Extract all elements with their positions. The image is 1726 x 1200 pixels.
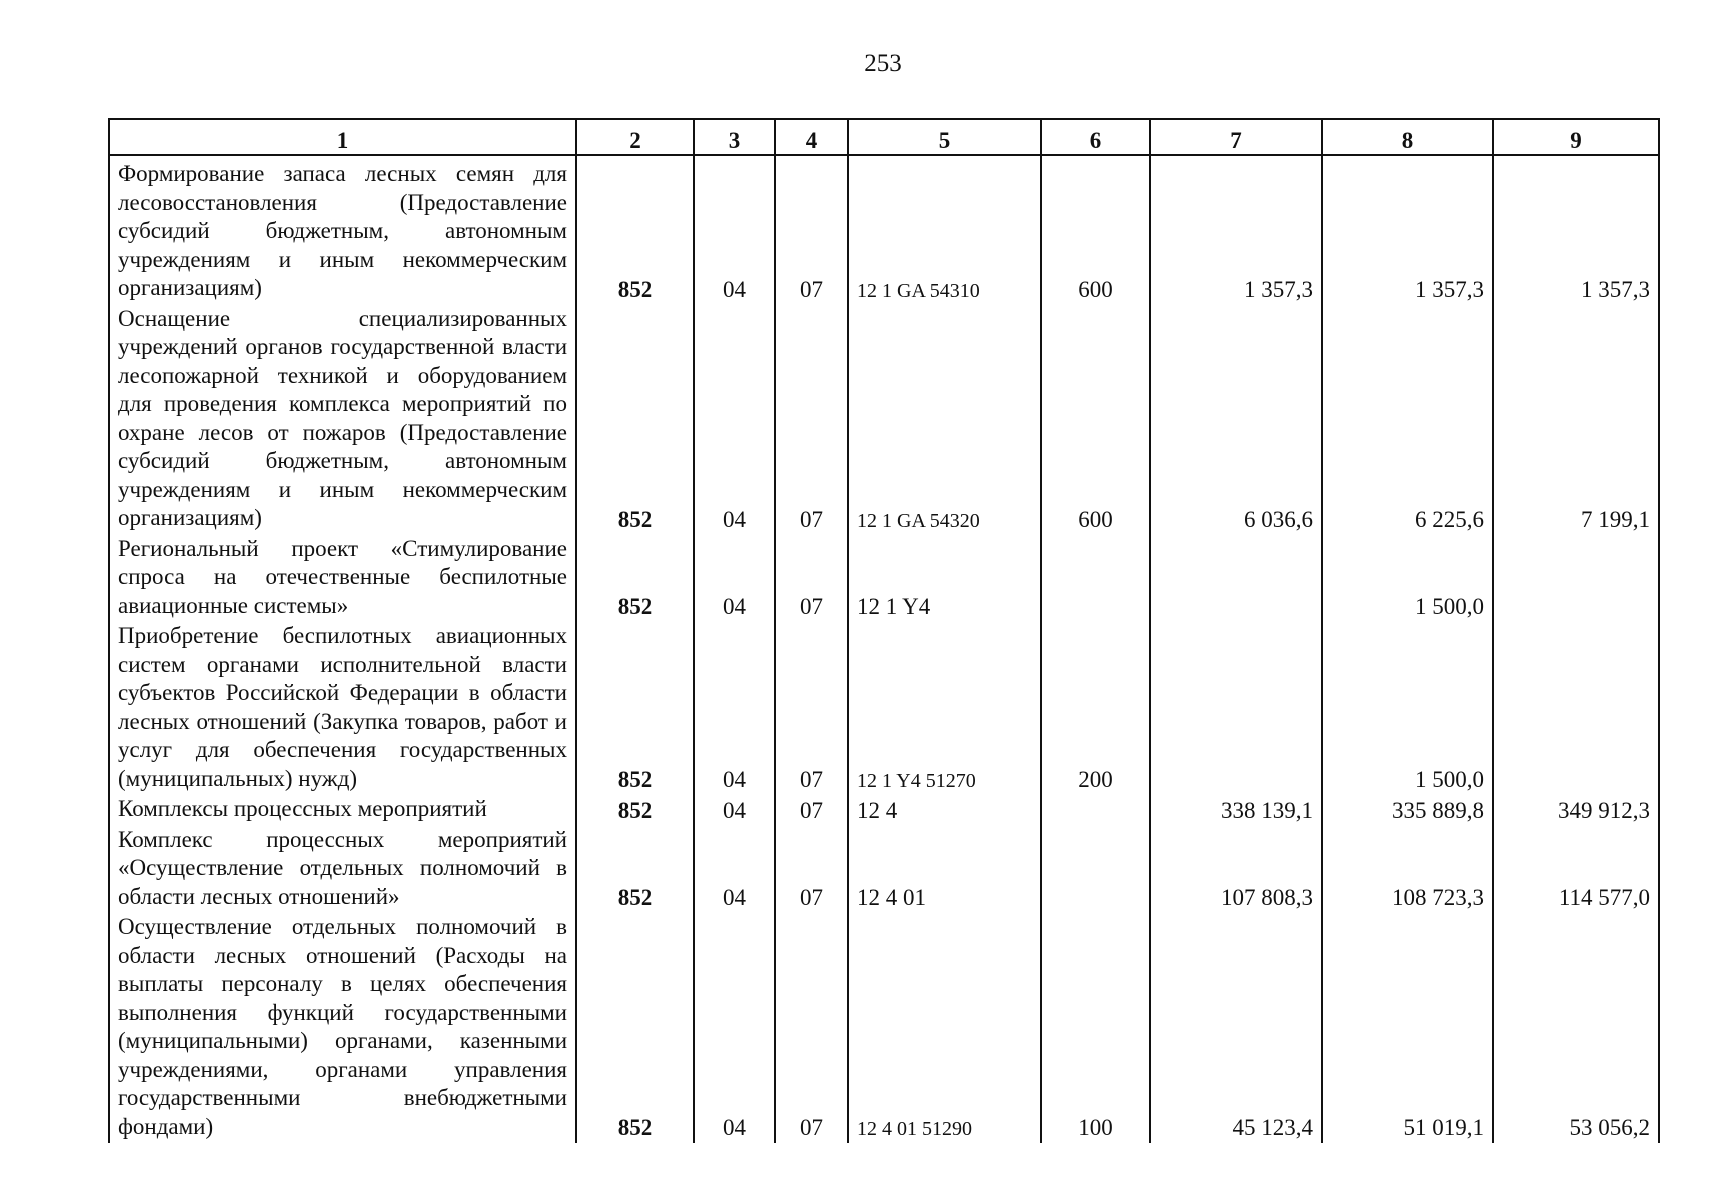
row-value-8: 6 225,6 [1322,305,1493,535]
row-value-9: 53 056,2 [1493,913,1659,1143]
row-target: 12 4 01 [848,826,1041,914]
row-value-9 [1493,535,1659,623]
row-name: Приобретение беспилотных авиационных систем органами исполнительной власти субъектов Российской Федерации в области лесных отношений (Закупка товаров, работ и услуг для обеспечения государственных (муниципальных) нужд) [109,622,576,795]
table-header [109,119,1659,155]
row-code: 852 [576,535,694,623]
row-target: 12 1 Y4 51270 [848,622,1041,795]
budget-table [108,118,1660,1143]
row-value-9: 7 199,1 [1493,305,1659,535]
row-subsection: 07 [775,913,848,1143]
table-row [109,155,1659,305]
row-section: 04 [694,622,775,795]
row-code: 852 [576,155,694,305]
row-value-8: 1 357,3 [1322,155,1493,305]
table-row [109,535,1659,623]
row-value-7: 1 357,3 [1150,155,1322,305]
row-subsection: 07 [775,305,848,535]
row-target: 12 4 01 51290 [848,913,1041,1143]
column-header-9: 9 [1493,119,1659,155]
column-header-4: 4 [775,119,848,155]
row-section: 04 [694,155,775,305]
row-code: 852 [576,826,694,914]
row-value-9: 114 577,0 [1493,826,1659,914]
row-value-7: 338 139,1 [1150,795,1322,826]
row-value-7: 6 036,6 [1150,305,1322,535]
row-expense-type [1041,535,1150,623]
row-subsection: 07 [775,155,848,305]
table-body [109,155,1659,1143]
row-value-8: 51 019,1 [1322,913,1493,1143]
column-header-5: 5 [848,119,1041,155]
row-name: Комплекс процессных мероприятий «Осуществление отдельных полномочий в области лесных отношений» [109,826,576,914]
row-code: 852 [576,622,694,795]
header-row [109,119,1659,155]
column-header-3: 3 [694,119,775,155]
row-code: 852 [576,305,694,535]
table-row [109,913,1659,1143]
row-value-9: 1 357,3 [1493,155,1659,305]
row-value-7: 107 808,3 [1150,826,1322,914]
column-header-8: 8 [1322,119,1493,155]
page-number: 253 [864,50,902,77]
row-value-7: 45 123,4 [1150,913,1322,1143]
row-name: Формирование запаса лесных семян для лесовосстановления (Предоставление субсидий бюджетным, автономным учреждениям и иным некоммерческим организациям) [109,155,576,305]
row-value-7 [1150,622,1322,795]
row-target: 12 1 GA 54310 [848,155,1041,305]
table-row [109,305,1659,535]
row-name: Оснащение специализированных учреждений органов государственной власти лесопожарной техникой и оборудованием для проведения комплекса мероприятий по охране лесов от пожаров (Предоставление субсидий бюджетным, автономным учреждениям и иным некоммерческим организациям) [109,305,576,535]
row-code: 852 [576,913,694,1143]
row-target: 12 4 [848,795,1041,826]
row-section: 04 [694,535,775,623]
table-row [109,795,1659,826]
row-value-7 [1150,535,1322,623]
row-value-8: 1 500,0 [1322,622,1493,795]
row-section: 04 [694,913,775,1143]
table-row [109,826,1659,914]
table-row [109,622,1659,795]
column-header-7: 7 [1150,119,1322,155]
column-header-6: 6 [1041,119,1150,155]
row-name: Осуществление отдельных полномочий в области лесных отношений (Расходы на выплаты персоналу в целях обеспечения выполнения функций государственными (муниципальными) органами, казенными учреждениями, органами управления государственными внебюджетными фондами) [109,913,576,1143]
row-subsection: 07 [775,795,848,826]
row-target: 12 1 Y4 [848,535,1041,623]
row-value-8: 1 500,0 [1322,535,1493,623]
row-name: Региональный проект «Стимулирование спроса на отечественные беспилотные авиационные системы» [109,535,576,623]
row-code: 852 [576,795,694,826]
row-value-9: 349 912,3 [1493,795,1659,826]
row-expense-type [1041,795,1150,826]
row-expense-type: 600 [1041,305,1150,535]
row-section: 04 [694,795,775,826]
row-value-8: 335 889,8 [1322,795,1493,826]
row-value-9 [1493,622,1659,795]
row-section: 04 [694,305,775,535]
row-subsection: 07 [775,826,848,914]
column-header-1: 1 [109,119,576,155]
row-subsection: 07 [775,622,848,795]
row-subsection: 07 [775,535,848,623]
column-header-2: 2 [576,119,694,155]
row-expense-type: 100 [1041,913,1150,1143]
row-expense-type: 600 [1041,155,1150,305]
row-section: 04 [694,826,775,914]
row-expense-type: 200 [1041,622,1150,795]
row-name: Комплексы процессных мероприятий [109,795,576,826]
row-target: 12 1 GA 54320 [848,305,1041,535]
row-expense-type [1041,826,1150,914]
row-value-8: 108 723,3 [1322,826,1493,914]
